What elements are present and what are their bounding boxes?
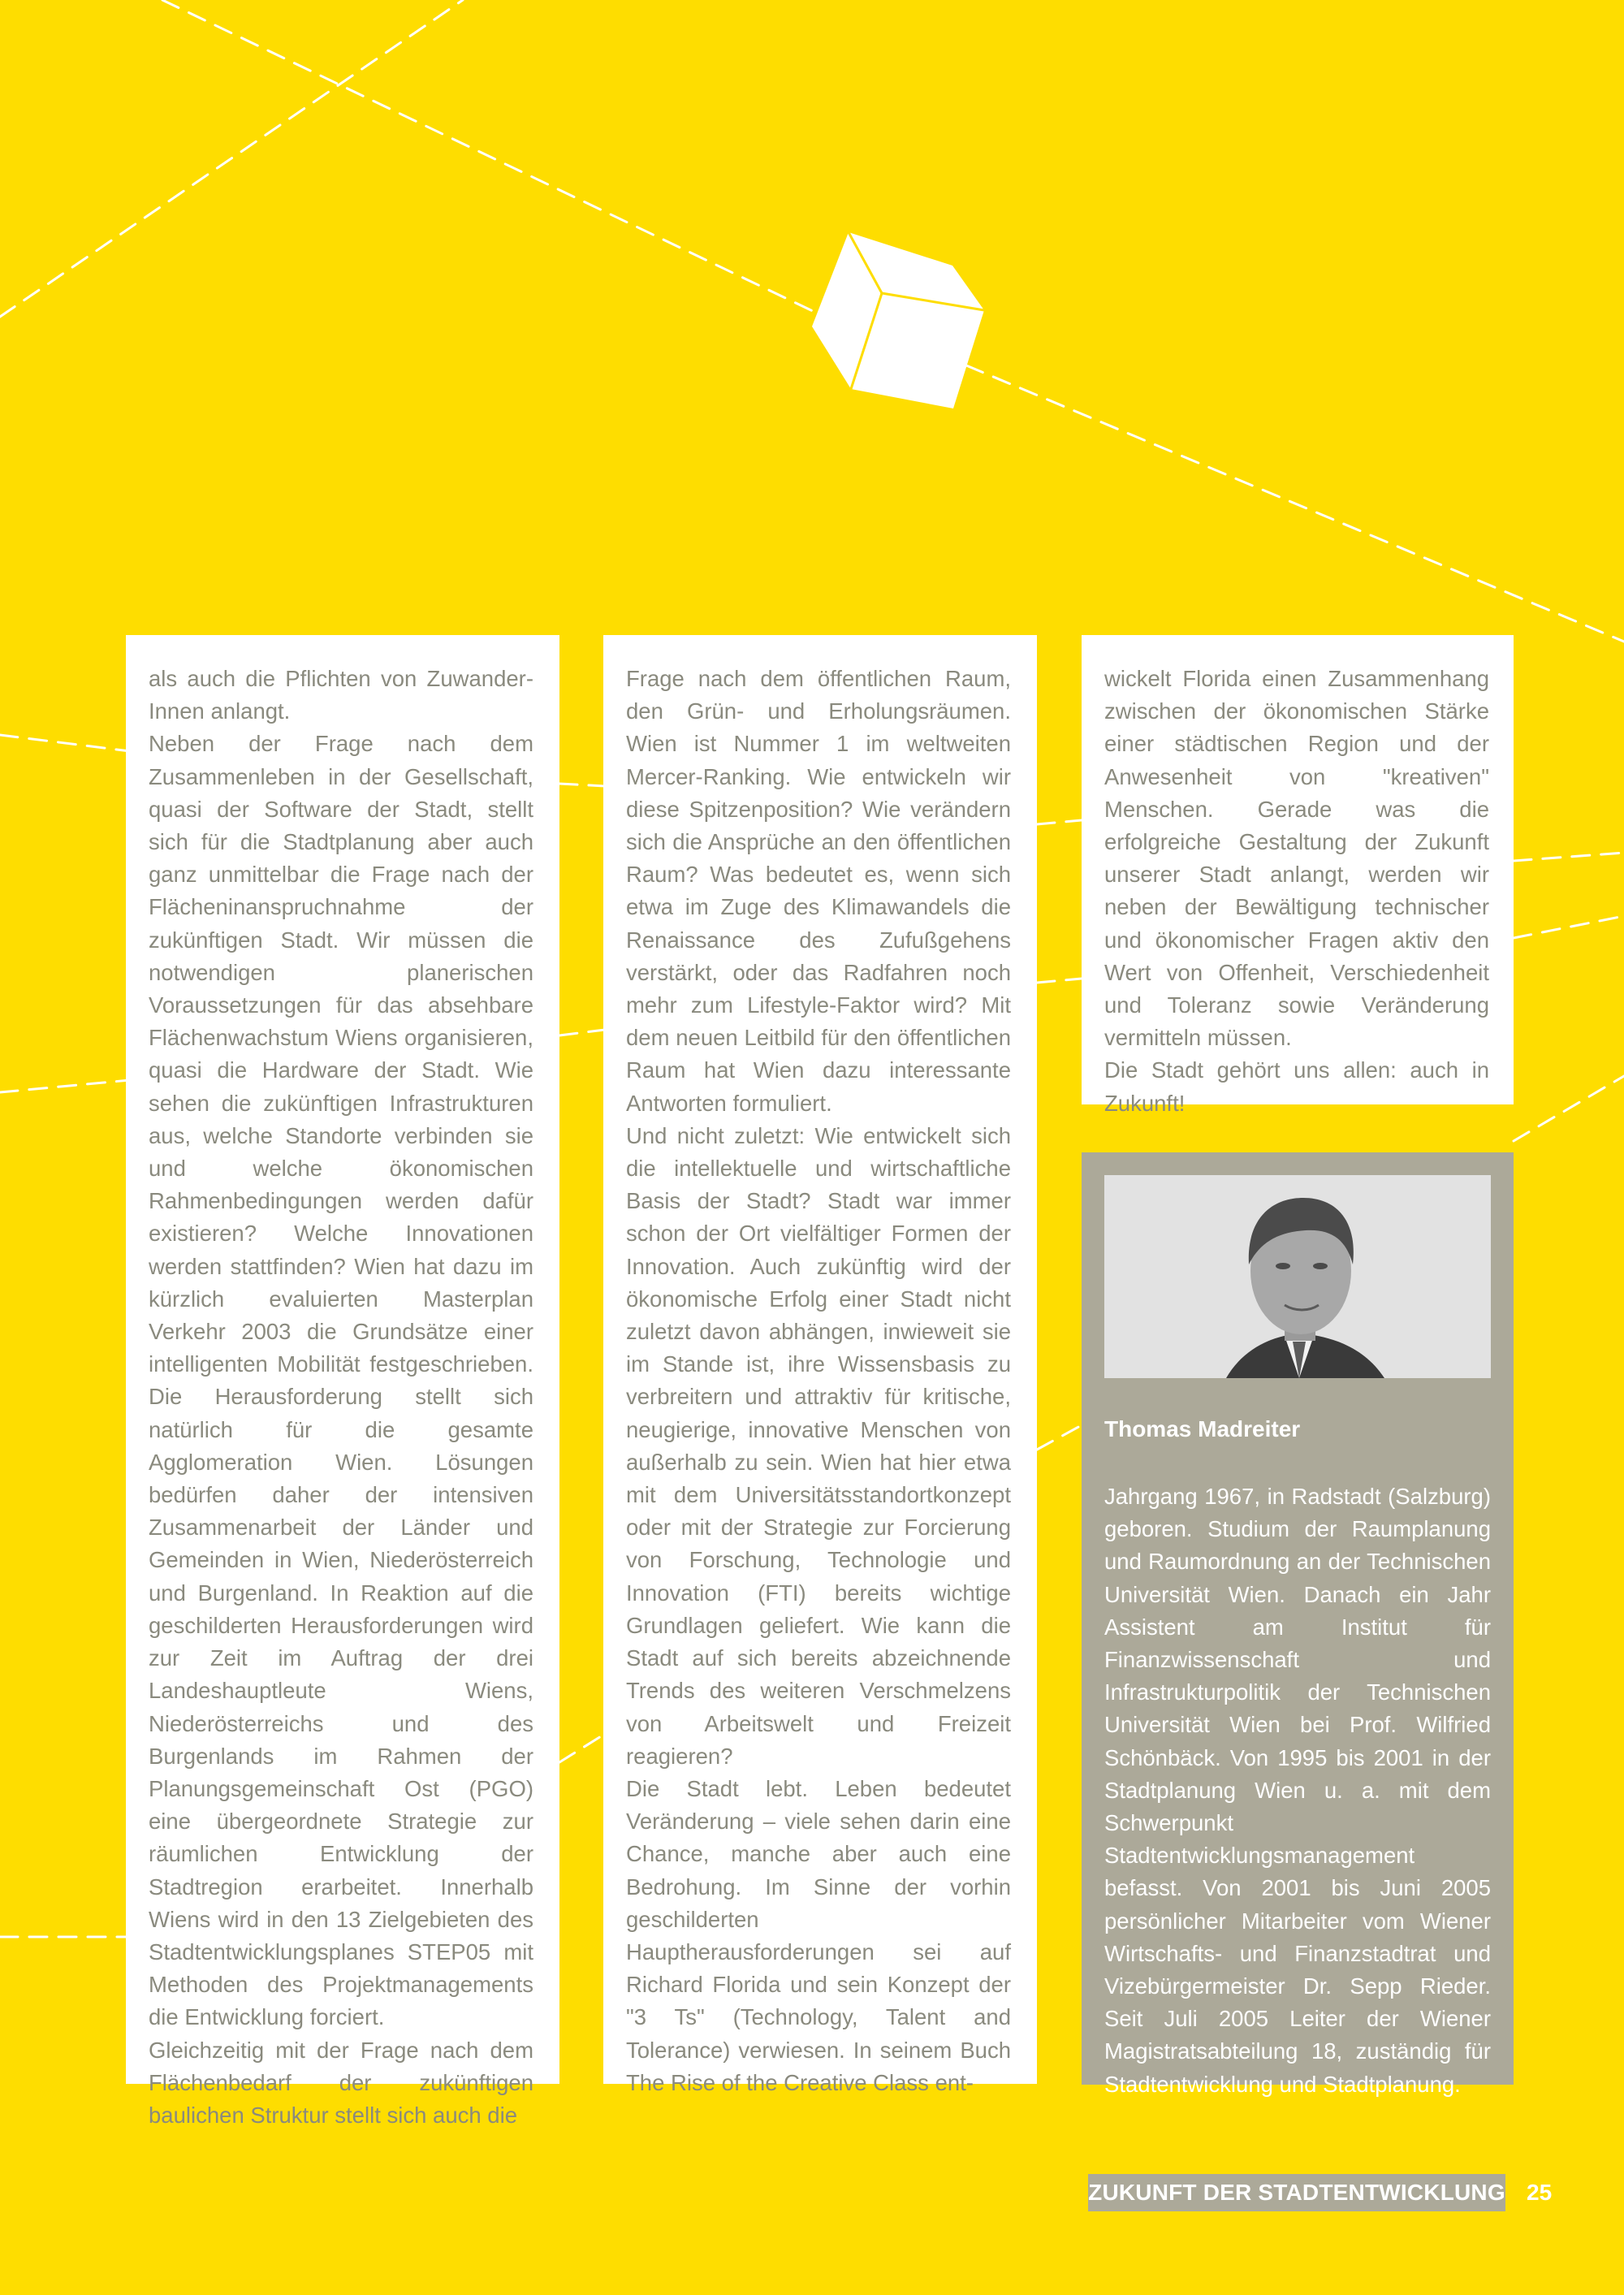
author-portrait [1104, 1175, 1491, 1378]
dashed-line [559, 1030, 605, 1035]
author-bio-box [1082, 1152, 1514, 2097]
paragraph: wickelt Florida einen Zusammenhang zwischen der ökonomischen Stärke einer städtischen Region und der Anwesenheit von "kreativen" Menschen. Gerade was die erfolgreiche Gestaltung der Zukunft unserer Stadt anlangt, werden wir neben der Bewältigung technischer und ökonomischer Fragen aktiv den Wert von Offenheit, Verschiedenheit und Toleranz sowie Veränderung vermitteln müssen. [1104, 666, 1489, 1051]
dashed-line [0, 735, 130, 751]
dashed-line [559, 784, 605, 786]
dashed-line [1037, 979, 1082, 983]
author-bio-text: Jahrgang 1967, in Radstadt (Salzburg) geboren. Studium der Raumplanung und Raumordnung an der Technischen Universität Wien. Danach ein Jahr Assistent am Institut für Finanzwissenschaft und Infrastrukturpolitik der Technischen Universität Wien bei Prof. Wilfried Schönbäck. Von 1995 bis 2001 in der Stadtplanung Wien u. a. mit dem Schwerpunkt Stadtentwicklungsmanagement befasst. Von 2001 bis Juni 2005 persönlicher Mitarbeiter vom Wiener Wirtschafts- und Finanzstadtrat und Vizebürgermeister Dr. Sepp Rieder. Seit Juli 2005 Leiter der Wiener Magistratsabteilung 18, zuständig für Stadtentwicklung und Stadtplanung. [1104, 1484, 1491, 2097]
paragraph: Und nicht zuletzt: Wie entwickelt sich die intellektuelle und wirtschaftliche Basis der Stadt? Stadt war immer schon der Ort vielfältiger Formen der Innovation. Auch zukünftig wird der ökonomische Erfolg einer Stadt nicht zuletzt davon abhängen, inwieweit sie im Stande ist, ihre Wissensbasis zu verbreitern und attraktiv für kritische, neugierige, innovative Menschen von außerhalb zu sein. Wien hat hier etwa mit dem Universitätsstandortkonzept oder mit der Strategie zur Forcierung von Forschung, Technologie und Innovation (FTI) bereits wichtige Grundlagen geliefert. Wie kann die Stadt auf sich bereits abzeichnende Trends des weiteren Verschmelzens von Arbeitswelt und Freizeit reagieren? [626, 1122, 1011, 1769]
cube-icon [812, 232, 984, 408]
dashed-line [966, 365, 1624, 642]
text-column-1 [126, 635, 559, 2128]
dashed-line [0, 0, 463, 317]
dashed-line [1037, 1425, 1082, 1450]
dashed-line [0, 1080, 130, 1092]
text-column-2 [603, 635, 1037, 2095]
page-number: 25 [1527, 2180, 1553, 2205]
text-column-3 [1082, 635, 1514, 1116]
dashed-line [559, 1734, 605, 1762]
paragraph: Neben der Frage nach dem Zusammenleben in der Gesellschaft, quasi der Software der Stadt, stellt sich für die Stadtplanung aber auch ganz unmittelbar die Frage nach der Flächeninanspruchnahme der zukünftigen Stadt. Wir müssen die notwendigen planerischen Voraussetzungen für das absehbare Flächenwachstum Wiens organisieren, quasi die Hardware der Stadt. Wie sehen die zukünftigen Infrastrukturen aus, welche Standorte verbinden sie und welche ökonomischen Rahmenbedingungen werden dafür existieren? Welche Innovationen werden stattfinden? Wien hat dazu im kürzlich evaluierten Masterplan Verkehr 2003 die Grundsätze einer intelligenten Mobilität festgeschrieben. Die Herausforderung stellt sich natürlich für die gesamte Agglomeration Wien. Lösungen bedürfen daher der intensiven Zusammenarbeit der Länder und Gemeinden in Wien, Niederösterreich und Burgenland. In Reaktion auf die geschilderten Herausforderungen wird zur Zeit im Auftrag der drei Landeshauptleute Wiens, Niederösterreichs und des Burgenlands im Rahmen der Planungsgemeinschaft Ost (PGO) eine übergeordnete Strategie zur räumlichen Entwicklung der Stadtregion erarbeitet. Innerhalb Wiens wird in den 13 Zielgebieten des Stadtentwicklungsplanes STEP05 mit Methoden des Projektmanagements die Entwicklung forciert. [149, 731, 533, 2030]
paragraph: Die Stadt lebt. Leben bedeutet Veränderung – viele sehen darin eine Chance, manche aber auch eine Bedrohung. Im Sinne der vorhin geschilderten Hauptherausforderungen sei auf Richard Florida und sein Konzept der "3 Ts" (Technology, Talent and Tolerance) verwiesen. In seinem Buch The Rise of the Creative Class ent- [626, 1775, 1011, 2095]
paragraph: Gleichzeitig mit der Frage nach dem Flächenbedarf der zukünftigen baulichen Struktur stellt sich auch die [149, 2037, 533, 2128]
paragraph: als auch die Pflichten von Zuwander-Innen anlangt. [149, 666, 533, 724]
paragraph: Die Stadt gehört uns allen: auch in Zukunft! [1104, 1057, 1489, 1116]
dashed-line [1037, 820, 1082, 824]
author-name: Thomas Madreiter [1104, 1416, 1301, 1441]
dashed-line [1514, 1076, 1624, 1141]
section-label: ZUKUNFT DER STADTENTWICKLUNG [1088, 2174, 1505, 2211]
dashed-line [1514, 853, 1624, 861]
dashed-line [1514, 916, 1624, 938]
paragraph: Frage nach dem öffentlichen Raum, den Grün- und Erholungsräumen. Wien ist Nummer 1 im weltweiten Mercer-Ranking. Wie entwickeln wir diese Spitzenposition? Wie verändern sich die Ansprüche an den öffentlichen Raum? Was bedeutet es, wenn sich etwa im Zuge des Klimawandels die Renaissance des Zufußgehens verstärkt, oder das Radfahren noch mehr zum Lifestyle-Faktor wird? Mit dem neuen Leitbild für den öffentlichen Raum hat Wien dazu interessante Antworten formuliert. [626, 666, 1011, 1116]
dashed-line [162, 0, 909, 357]
